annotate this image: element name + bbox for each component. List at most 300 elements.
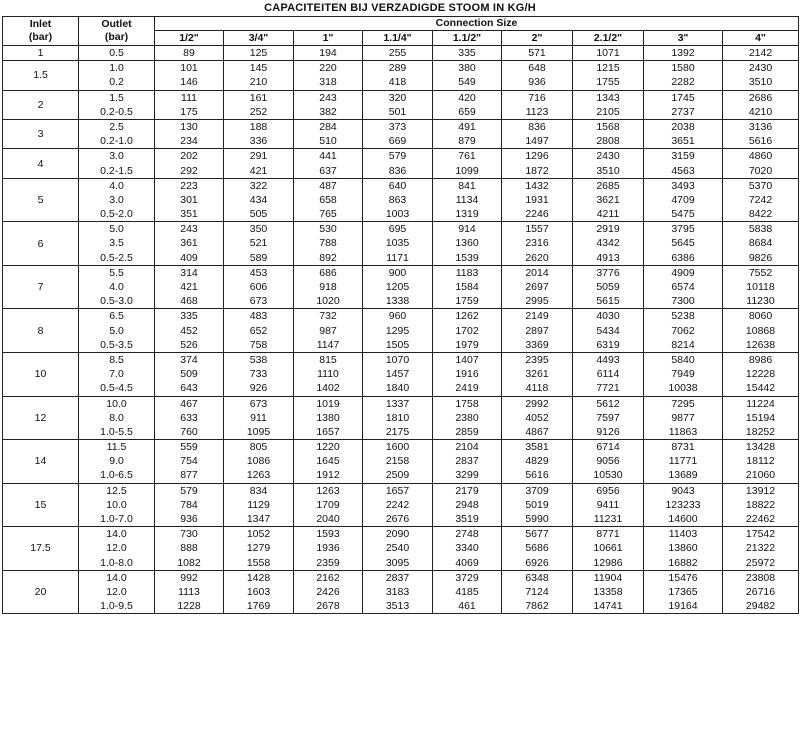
- capacity-value: 579: [180, 484, 198, 497]
- capacity-cell: [294, 570, 363, 614]
- inlet-cell: 10: [3, 352, 79, 396]
- capacity-value: 571: [528, 47, 546, 59]
- outlet-cell: [79, 483, 155, 527]
- capacity-value: 4709: [671, 193, 695, 206]
- capacity-value: 2090: [385, 528, 410, 541]
- capacity-value: 4118: [525, 382, 549, 395]
- capacity-value: 336: [249, 135, 268, 148]
- table-row: [3, 440, 799, 484]
- capacity-value: 12638: [745, 338, 776, 351]
- capacity-value: 501: [388, 105, 407, 118]
- capacity-value: 1428: [246, 571, 271, 584]
- capacity-cell: [224, 119, 294, 148]
- capacity-value: 351: [180, 208, 198, 221]
- capacity-cell: [502, 527, 573, 571]
- outlet-value: 0.2-1.0: [100, 135, 133, 148]
- capacity-value: 8731: [671, 441, 695, 454]
- capacity-value: 926: [249, 382, 268, 395]
- capacity-value: 3621: [596, 193, 620, 206]
- capacity-value: 382: [319, 105, 337, 118]
- capacity-value: 1296: [525, 150, 549, 163]
- capacity-value: 146: [180, 76, 198, 89]
- capacity-value: 13428: [745, 441, 776, 454]
- outlet-value: 4.0: [109, 281, 124, 293]
- inlet-cell: 1: [3, 46, 79, 61]
- capacity-cell: [224, 483, 294, 527]
- outlet-value: 5.0: [109, 324, 124, 337]
- capacity-cell: [573, 61, 644, 90]
- outlet-value: 14.0: [106, 528, 127, 541]
- capacity-value: 335: [458, 47, 476, 59]
- capacity-value: 1407: [455, 353, 479, 366]
- capacity-cell: [433, 46, 502, 61]
- table-row: [3, 527, 799, 571]
- capacity-value: 21060: [745, 469, 776, 482]
- capacity-cell: [363, 527, 433, 571]
- capacity-value: 9056: [596, 455, 620, 468]
- capacity-value: 1020: [316, 295, 340, 308]
- capacity-cell: [573, 483, 644, 527]
- capacity-value: 13912: [745, 484, 776, 497]
- capacity-cell: [294, 46, 363, 61]
- capacity-value: 1584: [455, 281, 479, 293]
- outlet-value: 0.5-2.0: [100, 208, 133, 221]
- capacity-cell: [224, 149, 294, 178]
- outlet-value: 1.0-5.5: [100, 425, 133, 438]
- capacity-value: 101: [180, 62, 198, 75]
- capacity-cell: [155, 149, 224, 178]
- outlet-value: 12.0: [106, 585, 127, 598]
- capacity-value: 1113: [178, 585, 200, 598]
- capacity-cell: [502, 46, 573, 61]
- capacity-cell: [363, 222, 433, 266]
- capacity-value: 10868: [745, 324, 776, 337]
- capacity-value: 8771: [596, 528, 620, 541]
- capacity-value: 4563: [671, 164, 695, 177]
- capacity-value: 3095: [385, 556, 410, 569]
- capacity-cell: [644, 222, 723, 266]
- connection-size-header: Connection Size: [155, 17, 799, 31]
- outlet-value: 7.0: [109, 368, 124, 381]
- capacity-value: 733: [249, 368, 268, 381]
- outlet-value: 5.5: [109, 266, 124, 279]
- outlet-cell: [79, 222, 155, 266]
- capacity-value: 18112: [746, 455, 775, 468]
- capacity-value: 29482: [745, 600, 776, 613]
- capacity-value: 1872: [525, 164, 549, 177]
- capacity-value: 7242: [748, 193, 773, 206]
- size-header: 1/2": [155, 31, 224, 46]
- capacity-cell: [644, 61, 723, 90]
- capacity-value: 1702: [455, 324, 479, 337]
- capacity-value: 914: [458, 223, 476, 236]
- capacity-value: 1171: [386, 251, 409, 264]
- capacity-cell: [155, 178, 224, 222]
- capacity-value: 7949: [671, 368, 695, 381]
- capacity-value: 1758: [455, 397, 479, 410]
- capacity-cell: [155, 527, 224, 571]
- capacity-value: 5616: [525, 469, 549, 482]
- capacity-value: 900: [388, 266, 407, 279]
- outlet-cell: [79, 396, 155, 440]
- capacity-cell: [644, 178, 723, 222]
- capacity-cell: [155, 570, 224, 614]
- capacity-value: 606: [249, 281, 268, 293]
- outlet-value: 0.5-2.5: [100, 251, 133, 264]
- capacity-value: 7597: [596, 411, 620, 424]
- capacity-cell: [224, 46, 294, 61]
- capacity-value: 510: [319, 135, 337, 148]
- table-row: [3, 178, 799, 222]
- capacity-value: 18252: [745, 425, 776, 438]
- capacity-value: 4030: [596, 310, 620, 323]
- capacity-value: 7295: [671, 397, 695, 410]
- capacity-value: 2995: [525, 295, 549, 308]
- capacity-value: 13358: [593, 585, 623, 598]
- capacity-value: 1134: [455, 193, 479, 206]
- capacity-cell: [644, 149, 723, 178]
- capacity-cell: [294, 90, 363, 119]
- capacity-value: 1070: [385, 353, 410, 366]
- capacity-value: 314: [180, 266, 198, 279]
- capacity-cell: [433, 119, 502, 148]
- capacity-value: 7124: [525, 585, 549, 598]
- capacity-value: 19164: [668, 600, 698, 613]
- inlet-cell: 8: [3, 309, 79, 353]
- outlet-cell: [79, 90, 155, 119]
- capacity-cell: [155, 396, 224, 440]
- capacity-cell: [155, 309, 224, 353]
- outlet-value: 1.5: [109, 91, 124, 104]
- inlet-cell: 20: [3, 570, 79, 614]
- outlet-value: 0.2: [109, 76, 124, 89]
- capacity-value: 1147: [316, 338, 340, 351]
- capacity-cell: [224, 352, 294, 396]
- capacity-value: 549: [458, 76, 476, 89]
- capacity-value: 1205: [385, 281, 410, 293]
- capacity-value: 918: [319, 281, 337, 293]
- capacity-value: 2142: [748, 47, 773, 59]
- capacity-cell: [573, 527, 644, 571]
- capacity-value: 5616: [748, 135, 773, 148]
- capacity-cell: [224, 440, 294, 484]
- capacity-value: 7721: [596, 382, 620, 395]
- capacity-value: 836: [388, 164, 407, 177]
- capacity-value: 1457: [385, 368, 410, 381]
- table-row: [3, 119, 799, 148]
- capacity-value: 3651: [671, 135, 695, 148]
- capacity-value: 1912: [316, 469, 340, 482]
- capacity-value: 1360: [455, 237, 479, 250]
- outlet-value: 1.0-8.0: [100, 556, 133, 569]
- capacity-cell: [294, 440, 363, 484]
- capacity-value: 301: [180, 193, 198, 206]
- size-header: 2": [502, 31, 573, 46]
- outlet-cell: [79, 119, 155, 148]
- capacity-value: 3776: [596, 266, 620, 279]
- capacity-value: 2038: [671, 120, 695, 133]
- outlet-cell: [79, 46, 155, 61]
- capacity-value: 716: [528, 91, 546, 104]
- capacity-value: 374: [180, 353, 198, 366]
- outlet-value: 3.0: [109, 193, 124, 206]
- capacity-value: 1215: [596, 62, 620, 75]
- capacity-cell: [363, 265, 433, 309]
- capacity-value: 5645: [671, 237, 695, 250]
- capacity-value: 3729: [455, 571, 479, 584]
- capacity-value: 5686: [525, 542, 549, 555]
- capacity-cell: [644, 396, 723, 440]
- capacity-cell: [433, 352, 502, 396]
- capacity-value: 6348: [525, 571, 549, 584]
- capacity-cell: [723, 149, 799, 178]
- outlet-cell: [79, 309, 155, 353]
- capacity-value: 648: [528, 62, 546, 75]
- capacity-value: 589: [249, 251, 268, 264]
- table-row: [3, 46, 799, 61]
- capacity-value: 10661: [593, 542, 623, 555]
- capacity-value: 243: [319, 91, 337, 104]
- capacity-value: 1603: [246, 585, 271, 598]
- capacity-cell: [644, 90, 723, 119]
- capacity-value: 5612: [596, 397, 620, 410]
- capacity-cell: [433, 178, 502, 222]
- size-header: 1.1/4": [363, 31, 433, 46]
- capacity-value: 5840: [671, 353, 695, 366]
- capacity-value: 5990: [525, 513, 549, 525]
- capacity-cell: [502, 90, 573, 119]
- capacity-value: 284: [319, 120, 337, 133]
- capacity-value: 1840: [385, 382, 410, 395]
- capacity-value: 3261: [525, 368, 549, 381]
- capacity-value: 1099: [455, 164, 479, 177]
- capacity-value: 1539: [455, 251, 479, 264]
- capacity-cell: [433, 527, 502, 571]
- capacity-value: 1745: [671, 91, 695, 104]
- capacity-cell: [363, 61, 433, 90]
- capacity-cell: [723, 119, 799, 148]
- capacity-value: 1279: [246, 542, 271, 555]
- capacity-cell: [155, 483, 224, 527]
- capacity-cell: [294, 149, 363, 178]
- capacity-value: 2040: [316, 513, 340, 525]
- capacity-value: 2419: [455, 382, 479, 395]
- capacity-value: 125: [249, 47, 268, 59]
- capacity-cell: [294, 178, 363, 222]
- capacity-value: 11904: [593, 571, 623, 584]
- capacity-value: 12986: [593, 556, 623, 569]
- capacity-value: 8684: [748, 237, 773, 250]
- capacity-cell: [363, 90, 433, 119]
- capacity-value: 1645: [316, 455, 340, 468]
- capacity-value: 5370: [748, 179, 773, 192]
- capacity-cell: [644, 265, 723, 309]
- capacity-value: 467: [180, 397, 198, 410]
- capacity-cell: [224, 396, 294, 440]
- capacity-value: 1071: [596, 47, 620, 59]
- capacity-value: 188: [249, 120, 268, 133]
- capacity-value: 2282: [671, 76, 695, 89]
- capacity-cell: [644, 570, 723, 614]
- capacity-value: 7862: [525, 600, 549, 613]
- capacity-value: 6956: [596, 484, 620, 497]
- capacity-cell: [573, 149, 644, 178]
- capacity-value: 23808: [745, 571, 776, 584]
- capacity-cell: [644, 309, 723, 353]
- capacity-value: 1931: [525, 193, 549, 206]
- capacity-value: 936: [180, 513, 198, 525]
- capacity-value: 2897: [525, 324, 549, 337]
- capacity-cell: [573, 222, 644, 266]
- table-row: [3, 149, 799, 178]
- capacity-cell: [644, 46, 723, 61]
- outlet-value: 0.2-1.5: [100, 164, 133, 177]
- capacity-value: 4829: [525, 455, 549, 468]
- outlet-cell: [79, 149, 155, 178]
- table-row: [3, 61, 799, 90]
- capacity-value: 4860: [748, 150, 773, 163]
- capacity-value: 2859: [455, 425, 479, 438]
- capacity-cell: [363, 119, 433, 148]
- capacity-value: 1755: [596, 76, 620, 89]
- capacity-value: 3369: [525, 338, 549, 351]
- capacity-value: 2697: [525, 281, 549, 293]
- capacity-value: 1220: [316, 441, 340, 454]
- capacity-value: 220: [319, 62, 337, 75]
- capacity-value: 145: [249, 62, 268, 75]
- capacity-value: 1263: [316, 484, 340, 497]
- capacity-value: 2837: [385, 571, 410, 584]
- capacity-value: 1338: [385, 295, 410, 308]
- capacity-cell: [644, 440, 723, 484]
- capacity-value: 361: [180, 237, 198, 250]
- capacity-cell: [573, 352, 644, 396]
- capacity-value: 788: [319, 237, 337, 250]
- capacity-value: 7300: [671, 295, 695, 308]
- capacity-value: 2105: [596, 105, 620, 118]
- outlet-cell: [79, 527, 155, 571]
- capacity-value: 234: [180, 135, 198, 148]
- capacity-value: 805: [249, 441, 268, 454]
- capacity-cell: [294, 396, 363, 440]
- capacity-value: 6114: [596, 368, 620, 381]
- capacity-value: 1129: [247, 498, 270, 511]
- capacity-value: 8422: [748, 208, 773, 221]
- capacity-value: 9411: [596, 498, 620, 511]
- capacity-value: 1593: [316, 528, 340, 541]
- capacity-value: 22462: [745, 513, 776, 525]
- capacity-cell: [224, 570, 294, 614]
- capacity-value: 5019: [525, 498, 549, 511]
- capacity-value: 7552: [748, 266, 773, 279]
- capacity-value: 815: [319, 353, 337, 366]
- outlet-value: 12.0: [106, 542, 127, 555]
- capacity-value: 888: [180, 542, 198, 555]
- capacity-value: 5434: [596, 324, 620, 337]
- outlet-cell: [79, 352, 155, 396]
- capacity-value: 243: [180, 223, 198, 236]
- capacity-value: 1769: [246, 600, 271, 613]
- outlet-value: 1.0-7.0: [100, 513, 133, 525]
- capacity-cell: [723, 222, 799, 266]
- capacity-value: 1110: [317, 368, 339, 381]
- capacity-value: 1810: [385, 411, 410, 424]
- capacity-cell: [433, 570, 502, 614]
- capacity-value: 223: [180, 179, 198, 192]
- capacity-value: 5238: [671, 310, 695, 323]
- capacity-value: 758: [249, 338, 268, 351]
- capacity-value: 659: [458, 105, 476, 118]
- size-header: 3": [644, 31, 723, 46]
- capacity-cell: [573, 265, 644, 309]
- capacity-cell: [224, 265, 294, 309]
- capacity-value: 2149: [525, 310, 549, 323]
- capacity-value: 1228: [177, 600, 201, 613]
- capacity-value: 3510: [596, 164, 620, 177]
- outlet-value: 6.5: [109, 310, 124, 323]
- outlet-value: 0.5-4.5: [100, 382, 133, 395]
- capacity-value: 1380: [316, 411, 340, 424]
- capacity-value: 1095: [246, 425, 271, 438]
- table-row: [3, 483, 799, 527]
- outlet-value: 8.0: [109, 411, 124, 424]
- capacity-cell: [433, 396, 502, 440]
- capacity-value: 421: [180, 281, 198, 293]
- capacity-cell: [723, 90, 799, 119]
- capacity-value: 2737: [671, 105, 695, 118]
- capacity-cell: [573, 570, 644, 614]
- capacity-cell: [224, 90, 294, 119]
- capacity-value: 11224: [746, 397, 775, 410]
- capacity-value: 12228: [745, 368, 776, 381]
- capacity-value: 643: [180, 382, 198, 395]
- outlet-value: 14.0: [106, 571, 127, 584]
- capacity-value: 11230: [746, 295, 775, 308]
- outlet-value: 10.0: [106, 498, 127, 511]
- inlet-header-unit: (bar): [28, 31, 53, 43]
- capacity-value: 11231: [593, 513, 623, 525]
- capacity-cell: [502, 265, 573, 309]
- capacity-value: 4185: [455, 585, 479, 598]
- inlet-cell: 1.5: [3, 61, 79, 90]
- capacity-cell: [155, 46, 224, 61]
- capacity-cell: [723, 309, 799, 353]
- capacity-cell: [294, 222, 363, 266]
- capacity-value: 760: [180, 425, 198, 438]
- capacity-value: 1035: [385, 237, 410, 250]
- size-header: 3/4": [224, 31, 294, 46]
- capacity-value: 765: [319, 208, 337, 221]
- outlet-value: 4.0: [109, 179, 124, 192]
- capacity-value: 579: [388, 150, 407, 163]
- capacity-value: 11863: [668, 425, 698, 438]
- capacity-cell: [723, 46, 799, 61]
- capacity-cell: [155, 90, 224, 119]
- capacity-value: 2686: [748, 91, 773, 104]
- capacity-value: 1568: [596, 120, 620, 133]
- capacity-value: 1580: [671, 62, 695, 75]
- capacity-value: 4342: [596, 237, 620, 250]
- outlet-value: 0.2-0.5: [100, 105, 133, 118]
- inlet-cell: 15: [3, 483, 79, 527]
- capacity-value: 10530: [593, 469, 623, 482]
- capacity-value: 18822: [745, 498, 776, 511]
- capacity-value: 409: [180, 251, 198, 264]
- capacity-value: 730: [180, 528, 198, 541]
- capacity-value: 111: [181, 91, 197, 104]
- capacity-value: 2620: [525, 251, 549, 264]
- capacity-value: 640: [388, 179, 407, 192]
